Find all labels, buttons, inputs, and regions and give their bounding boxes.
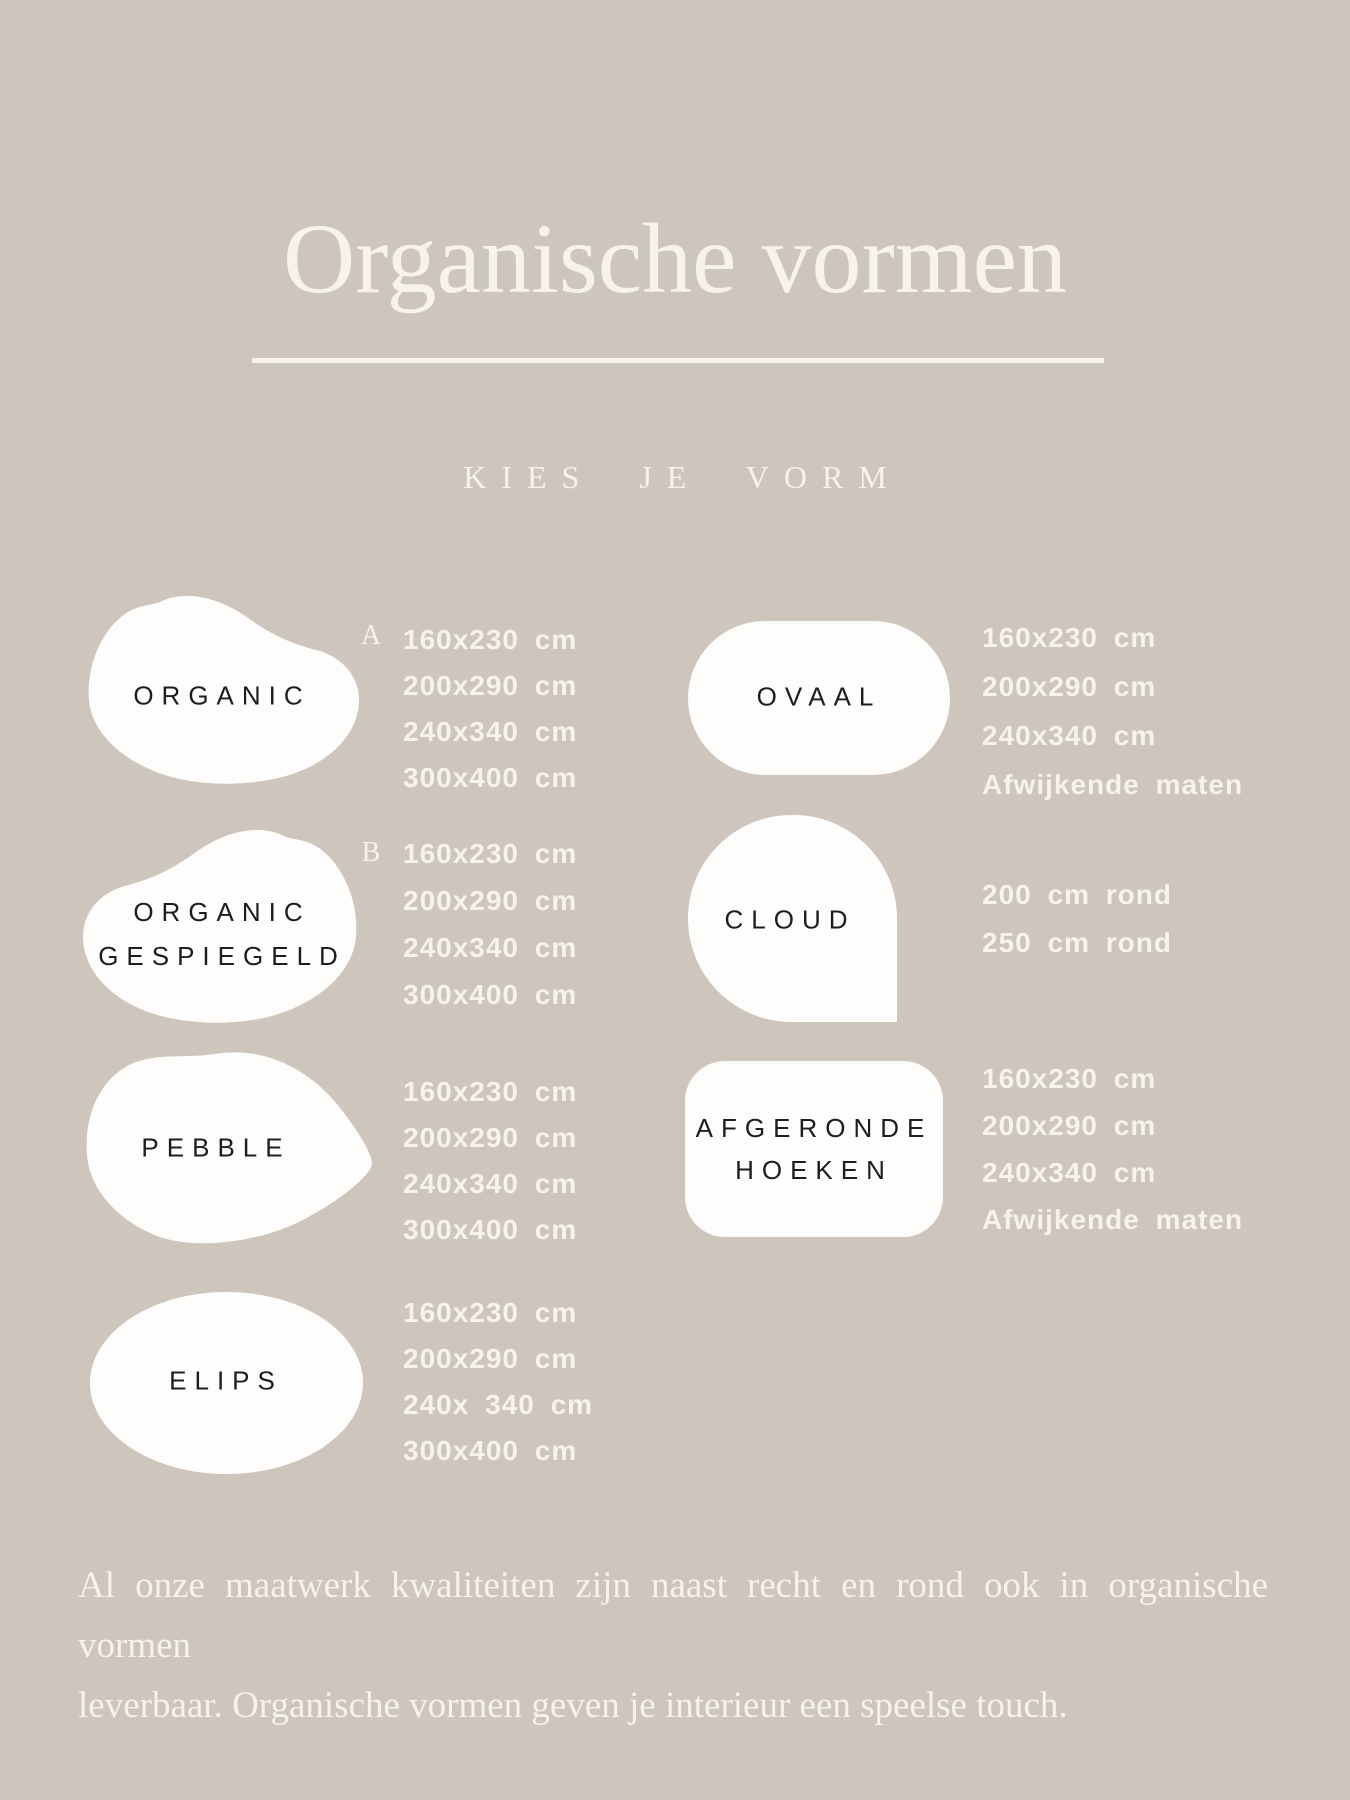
- size-option: 200x290 cm: [982, 1110, 1157, 1141]
- shape-label-organic-gespiegeld: [98, 890, 346, 978]
- shape-label-afgeronde-hoeken: [696, 1107, 933, 1191]
- size-option: 160x230 cm: [403, 838, 578, 869]
- footer-line: Al onze maatwerk kwaliteiten zijn naast recht en rond ook in organische vormen: [78, 1565, 1268, 1666]
- size-option: 240x340 cm: [982, 720, 1157, 751]
- size-option: 300x400 cm: [403, 1214, 578, 1245]
- size-option: 200 cm rond: [982, 879, 1172, 910]
- size-option: 240x340 cm: [403, 716, 578, 747]
- size-list-afgeronde-hoeken: [982, 1055, 1243, 1243]
- footer-paragraph: [78, 1556, 1268, 1736]
- size-list-organic-gespiegeld: [403, 830, 577, 1018]
- size-option: Afwijkende maten: [982, 769, 1244, 800]
- size-list-pebble: [403, 1069, 577, 1253]
- size-list-cloud: [982, 871, 1172, 967]
- size-option: 240x340 cm: [403, 1168, 578, 1199]
- size-list-elips: [403, 1290, 593, 1474]
- size-option: Afwijkende maten: [982, 1204, 1244, 1235]
- shape-label-line: GESPIEGELD: [98, 941, 346, 971]
- size-option: 200x290 cm: [403, 885, 578, 916]
- variant-letter-a: A: [360, 620, 382, 651]
- size-option: 160x230 cm: [982, 622, 1157, 653]
- size-option: 240x340 cm: [982, 1157, 1157, 1188]
- shape-label-line: ORGANIC: [133, 897, 311, 927]
- title-divider-line: [252, 358, 1104, 363]
- shape-label-line: HOEKEN: [735, 1155, 893, 1185]
- size-list-ovaal: [982, 613, 1243, 809]
- size-option: 240x 340 cm: [403, 1389, 594, 1420]
- size-option: 200x290 cm: [403, 1122, 578, 1153]
- variant-letter-b: B: [361, 837, 381, 868]
- size-option: 160x230 cm: [403, 1297, 578, 1328]
- page-title: Organische vormen: [282, 203, 1068, 314]
- shape-label-organic: ORGANIC: [133, 680, 311, 711]
- size-option: 240x340 cm: [403, 932, 578, 963]
- size-option: 160x230 cm: [403, 624, 578, 655]
- size-option: 300x400 cm: [403, 762, 578, 793]
- size-option: 250 cm rond: [982, 927, 1172, 958]
- page-subtitle: KIES JE VORM: [463, 459, 902, 495]
- size-option: 200x290 cm: [403, 1343, 578, 1374]
- size-option: 300x400 cm: [403, 1435, 578, 1466]
- size-option: 200x290 cm: [403, 670, 578, 701]
- footer-line: leverbaar. Organische vormen geven je interieur een speelse touch.: [78, 1685, 1068, 1726]
- shape-label-ovaal: OVAAL: [756, 681, 882, 712]
- shape-label-cloud: CLOUD: [724, 904, 856, 935]
- shape-label-line: AFGERONDE: [695, 1113, 933, 1143]
- size-option: 300x400 cm: [403, 979, 578, 1010]
- size-option: 160x230 cm: [982, 1063, 1157, 1094]
- shape-label-pebble: PEBBLE: [141, 1132, 291, 1163]
- shape-label-elips: ELIPS: [169, 1365, 283, 1396]
- size-list-organic: [403, 617, 577, 801]
- size-option: 160x230 cm: [403, 1076, 578, 1107]
- size-option: 200x290 cm: [982, 671, 1157, 702]
